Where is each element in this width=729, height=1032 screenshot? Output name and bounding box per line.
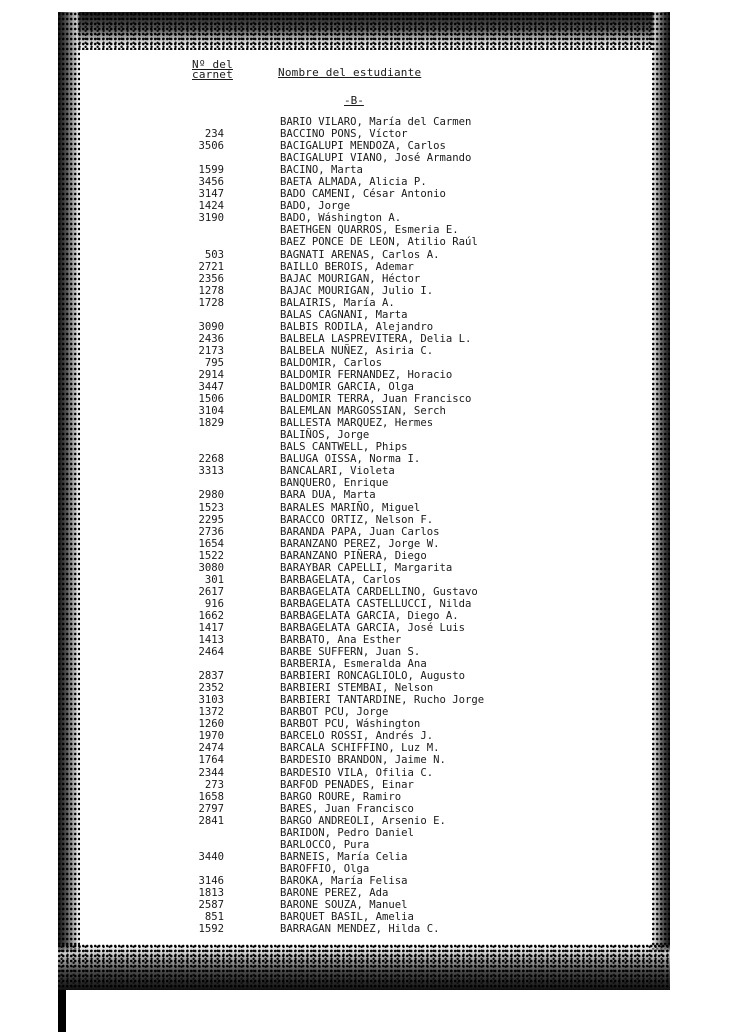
list-item bbox=[58, 140, 670, 152]
student-name: BARAYBAR CAPELLI, Margarita bbox=[280, 561, 453, 574]
list-item bbox=[58, 706, 670, 718]
list-item bbox=[58, 297, 670, 309]
list-item bbox=[58, 562, 670, 574]
student-name: BALBIS RODILA, Alejandro bbox=[280, 320, 434, 333]
student-name: BANCALARI, Violeta bbox=[280, 465, 395, 478]
student-name: BAILLO BEROIS, Ademar bbox=[280, 260, 414, 273]
student-name: BALDOMIR FERNANDEZ, Horacio bbox=[280, 368, 453, 381]
student-name: BARONE PEREZ, Ada bbox=[280, 887, 389, 899]
carnet-number: 2356 bbox=[198, 272, 224, 285]
column-header-carnet-number: Nº del carnet bbox=[192, 58, 233, 81]
list-item bbox=[58, 381, 670, 393]
student-name: BARBIERI STEMBAI, Nelson bbox=[280, 682, 434, 695]
carnet-number: 3146 bbox=[198, 874, 224, 887]
carnet-number: 2587 bbox=[198, 899, 224, 912]
student-name: BAJAC MOURIGAN, Héctor bbox=[280, 272, 421, 285]
list-item bbox=[58, 754, 670, 766]
student-name: BARES, Juan Francisco bbox=[280, 802, 414, 815]
carnet-number: 2837 bbox=[198, 670, 224, 683]
student-name: BAROKA, María Felisa bbox=[280, 874, 408, 887]
list-item bbox=[58, 321, 670, 333]
list-item bbox=[58, 923, 670, 935]
student-name: BARBOT PCU, Wáshington bbox=[280, 718, 421, 731]
student-name: BALUGA OISSA, Norma I. bbox=[280, 453, 421, 466]
student-name: BALDOMIR, Carlos bbox=[280, 356, 383, 369]
student-name: BALEMLAN MARGOSSIAN, Serch bbox=[280, 405, 446, 418]
student-name: BADO, Jorge bbox=[280, 200, 351, 213]
carnet-number: 1522 bbox=[198, 549, 224, 562]
list-item bbox=[58, 453, 670, 465]
list-item bbox=[58, 730, 670, 742]
list-item bbox=[58, 622, 670, 634]
student-name: BARBOT PCU, Jorge bbox=[280, 706, 389, 719]
student-name: BARBAGELATA CASTELLUCCI, Nilda bbox=[280, 597, 472, 610]
carnet-number: 3104 bbox=[198, 405, 224, 418]
carnet-number: 2617 bbox=[198, 585, 224, 598]
carnet-number: 2295 bbox=[198, 513, 224, 526]
student-name: BAETA ALMADA, Alicia P. bbox=[280, 176, 427, 189]
list-item bbox=[58, 875, 670, 887]
carnet-number: 1506 bbox=[198, 393, 224, 406]
list-item bbox=[58, 116, 670, 128]
carnet-number: 3190 bbox=[198, 212, 224, 225]
list-item bbox=[58, 899, 670, 911]
list-item bbox=[58, 357, 670, 369]
list-item bbox=[58, 333, 670, 345]
carnet-number: 1424 bbox=[198, 200, 224, 213]
scan-binding-mark bbox=[58, 990, 66, 1032]
student-name: BARBAGELATA, Carlos bbox=[280, 573, 402, 586]
list-item bbox=[58, 863, 670, 875]
student-name: BALBELA NUÑEZ, Asiria C. bbox=[280, 344, 434, 357]
student-name: BARBAGELATA CARDELLINO, Gustavo bbox=[280, 585, 478, 598]
list-item bbox=[58, 152, 670, 164]
list-item bbox=[58, 887, 670, 899]
student-name: BALLESTA MARQUEZ, Hermes bbox=[280, 417, 434, 430]
student-name: BADO CAMENI, César Antonio bbox=[280, 188, 446, 201]
carnet-number: 2464 bbox=[198, 646, 224, 659]
student-name: BALS CANTWELL, Phips bbox=[280, 441, 408, 454]
list-item bbox=[58, 502, 670, 514]
carnet-number: 1728 bbox=[198, 296, 224, 309]
student-name: BANQUERO, Enrique bbox=[280, 477, 389, 490]
student-name: BARDESIO BRANDON, Jaime N. bbox=[280, 754, 446, 767]
list-item bbox=[58, 658, 670, 670]
list-item bbox=[58, 670, 670, 682]
list-item bbox=[58, 718, 670, 730]
carnet-number: 2173 bbox=[198, 344, 224, 357]
list-item bbox=[58, 815, 670, 827]
carnet-number: 503 bbox=[204, 248, 224, 261]
carnet-number: 1658 bbox=[198, 790, 224, 803]
carnet-number: 1599 bbox=[198, 164, 224, 177]
student-name: BARBAGELATA GARCIA, Diego A. bbox=[280, 609, 459, 622]
carnet-number: 2736 bbox=[198, 525, 224, 538]
carnet-number: 3440 bbox=[198, 850, 224, 863]
list-item bbox=[58, 574, 670, 586]
carnet-number: 3456 bbox=[198, 176, 224, 189]
carnet-number: 3147 bbox=[198, 188, 224, 201]
student-name: BALIÑOS, Jorge bbox=[280, 429, 370, 442]
student-name: BARRAGAN MENDEZ, Hilda C. bbox=[280, 923, 440, 936]
student-name: BALAIRIS, María A. bbox=[280, 296, 395, 309]
student-name: BARGO ANDREOLI, Arsenio E. bbox=[280, 814, 446, 827]
list-item bbox=[58, 176, 670, 188]
list-item bbox=[58, 465, 670, 477]
student-name: BARDESIO VILA, Ofilia C. bbox=[280, 766, 434, 779]
list-item bbox=[58, 188, 670, 200]
student-name: BARANDA PAPA, Juan Carlos bbox=[280, 525, 440, 538]
carnet-number: 1592 bbox=[198, 923, 224, 936]
list-item bbox=[58, 538, 670, 550]
list-item bbox=[58, 212, 670, 224]
list-item bbox=[58, 261, 670, 273]
student-name: BARBATO, Ana Esther bbox=[280, 634, 402, 647]
list-item bbox=[58, 791, 670, 803]
carnet-number: 2721 bbox=[198, 260, 224, 273]
carnet-number: 1523 bbox=[198, 501, 224, 514]
list-item bbox=[58, 405, 670, 417]
student-name: BAJAC MOURIGAN, Julio I. bbox=[280, 284, 434, 297]
list-item bbox=[58, 803, 670, 815]
carnet-number: 2436 bbox=[198, 332, 224, 345]
student-name: BALBELA LASPREVITERA, Delia L. bbox=[280, 332, 472, 345]
carnet-number: 273 bbox=[204, 778, 224, 791]
student-name: BADO, Wáshington A. bbox=[280, 212, 402, 225]
carnet-number: 234 bbox=[204, 128, 224, 141]
student-name: BAROFFIO, Olga bbox=[280, 862, 370, 875]
list-item bbox=[58, 477, 670, 489]
student-name: BARNEIS, María Celia bbox=[280, 850, 408, 863]
student-name: BARBAGELATA GARCIA, José Luis bbox=[280, 621, 465, 634]
list-item bbox=[58, 441, 670, 453]
student-name: BARA DUA, Marta bbox=[280, 489, 376, 502]
list-item bbox=[58, 236, 670, 248]
list-item bbox=[58, 224, 670, 236]
list-item bbox=[58, 128, 670, 140]
student-name: BALDOMIR GARCIA, Olga bbox=[280, 381, 414, 394]
student-name: BARIDON, Pedro Daniel bbox=[280, 826, 414, 839]
carnet-number: 1417 bbox=[198, 621, 224, 634]
carnet-number: 3090 bbox=[198, 320, 224, 333]
carnet-number: 2841 bbox=[198, 814, 224, 827]
student-name: BACIGALUPI VIANO, José Armando bbox=[280, 152, 472, 165]
list-item bbox=[58, 417, 670, 429]
scan-edge-top bbox=[58, 12, 670, 50]
student-name: BARBERIA, Esmeralda Ana bbox=[280, 658, 427, 671]
student-name: BALAS CAGNANI, Marta bbox=[280, 308, 408, 321]
list-item bbox=[58, 429, 670, 441]
carnet-number: 3080 bbox=[198, 561, 224, 574]
student-name: BARQUET BASIL, Amelia bbox=[280, 911, 414, 924]
list-item bbox=[58, 309, 670, 321]
list-item bbox=[58, 742, 670, 754]
student-list bbox=[58, 116, 670, 935]
carnet-number: 3447 bbox=[198, 381, 224, 394]
student-name: BARACCO ORTIZ, Nelson F. bbox=[280, 513, 434, 526]
student-name: BAEZ PONCE DE LEON, Atilio Raúl bbox=[280, 236, 478, 249]
carnet-number: 2980 bbox=[198, 489, 224, 502]
list-item bbox=[58, 779, 670, 791]
list-item bbox=[58, 598, 670, 610]
carnet-number: 3506 bbox=[198, 140, 224, 153]
carnet-number: 2797 bbox=[198, 802, 224, 815]
student-name: BARANZANO PIÑERA, Diego bbox=[280, 549, 427, 562]
list-item bbox=[58, 489, 670, 501]
student-name: BACCINO PONS, Víctor bbox=[280, 128, 408, 141]
list-item bbox=[58, 514, 670, 526]
carnet-number: 1829 bbox=[198, 417, 224, 430]
list-item bbox=[58, 682, 670, 694]
carnet-number: 1813 bbox=[198, 887, 224, 899]
list-item bbox=[58, 393, 670, 405]
list-item bbox=[58, 249, 670, 261]
list-item bbox=[58, 285, 670, 297]
carnet-number: 1662 bbox=[198, 609, 224, 622]
carnet-number: 3313 bbox=[198, 465, 224, 478]
carnet-number: 1260 bbox=[198, 718, 224, 731]
list-item bbox=[58, 273, 670, 285]
carnet-number: 1413 bbox=[198, 634, 224, 647]
list-item bbox=[58, 646, 670, 658]
carnet-number: 301 bbox=[204, 573, 224, 586]
list-item bbox=[58, 851, 670, 863]
carnet-number: 1654 bbox=[198, 537, 224, 550]
student-name: BARBE SUFFERN, Juan S. bbox=[280, 646, 421, 659]
carnet-number: 1372 bbox=[198, 706, 224, 719]
column-header-student-name: Nombre del estudiante bbox=[278, 66, 422, 79]
carnet-number: 916 bbox=[204, 597, 224, 610]
list-item bbox=[58, 634, 670, 646]
student-name: BARFOD PENADES, Einar bbox=[280, 778, 414, 791]
student-name: BARBIERI RONCAGLIOLO, Augusto bbox=[280, 670, 465, 683]
carnet-number: 851 bbox=[204, 911, 224, 924]
list-item bbox=[58, 164, 670, 176]
student-name: BARLOCCO, Pura bbox=[280, 838, 370, 851]
carnet-number: 1278 bbox=[198, 284, 224, 297]
list-item bbox=[58, 550, 670, 562]
carnet-number: 2344 bbox=[198, 766, 224, 779]
section-letter-heading: -B- bbox=[344, 94, 364, 107]
list-item bbox=[58, 345, 670, 357]
student-name: BARCELO ROSSI, Andrés J. bbox=[280, 730, 434, 743]
list-item bbox=[58, 369, 670, 381]
list-item bbox=[58, 767, 670, 779]
list-item bbox=[58, 827, 670, 839]
student-name: BARIO VILARO, María del Carmen bbox=[280, 116, 472, 128]
student-name: BARANZANO PEREZ, Jorge W. bbox=[280, 537, 440, 550]
student-name: BARBIERI TANTARDINE, Rucho Jorge bbox=[280, 694, 485, 707]
student-name: BACIGALUPI MENDOZA, Carlos bbox=[280, 140, 446, 153]
list-item bbox=[58, 200, 670, 212]
student-name: BACINO, Marta bbox=[280, 164, 363, 177]
student-name: BAGNATI ARENAS, Carlos A. bbox=[280, 248, 440, 261]
carnet-number: 2352 bbox=[198, 682, 224, 695]
student-name: BARGO ROURE, Ramiro bbox=[280, 790, 402, 803]
list-item bbox=[58, 526, 670, 538]
student-name: BALDOMIR TERRA, Juan Francisco bbox=[280, 393, 472, 406]
student-name: BAETHGEN QUARROS, Esmeria E. bbox=[280, 224, 459, 237]
scan-edge-bottom bbox=[58, 944, 670, 990]
student-name: BARALES MARIÑO, Miguel bbox=[280, 501, 421, 514]
student-name: BARCALA SCHIFFINO, Luz M. bbox=[280, 742, 440, 755]
scanned-page bbox=[58, 12, 670, 990]
list-item bbox=[58, 586, 670, 598]
carnet-number: 2474 bbox=[198, 742, 224, 755]
carnet-number: 2914 bbox=[198, 368, 224, 381]
student-name: BARONE SOUZA, Manuel bbox=[280, 899, 408, 912]
list-item bbox=[58, 694, 670, 706]
carnet-number: 2268 bbox=[198, 453, 224, 466]
carnet-number: 1764 bbox=[198, 754, 224, 767]
carnet-number: 795 bbox=[204, 356, 224, 369]
carnet-number: 3103 bbox=[198, 694, 224, 707]
list-item bbox=[58, 839, 670, 851]
carnet-number: 1970 bbox=[198, 730, 224, 743]
list-item bbox=[58, 911, 670, 923]
list-item bbox=[58, 610, 670, 622]
